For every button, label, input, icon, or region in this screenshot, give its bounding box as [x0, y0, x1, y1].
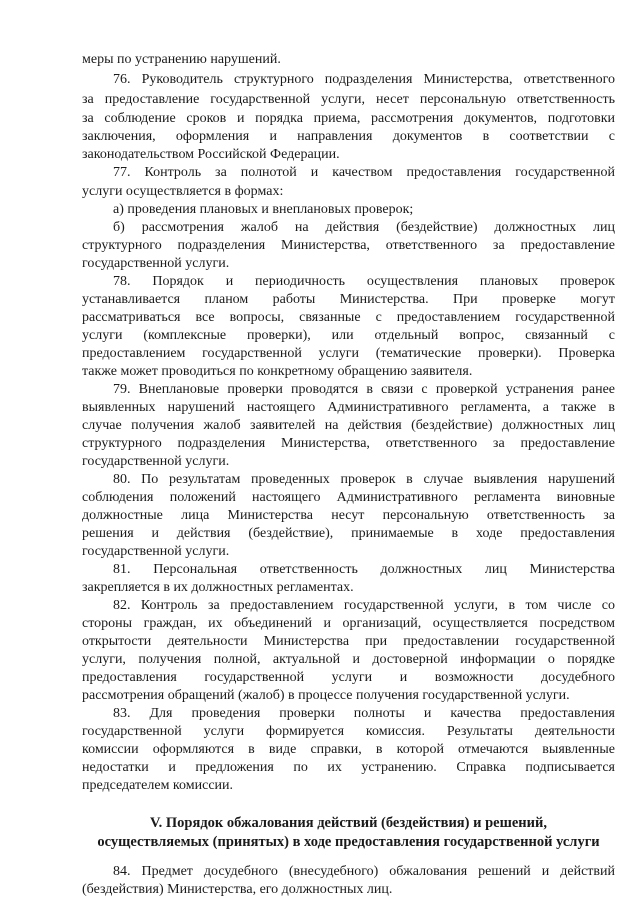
text-line: структурного подразделения Министерства, ответственного за предоставление: [82, 436, 615, 451]
text-line: открытости деятельности Министерства при предоставлении государственной: [82, 634, 615, 649]
text-line: государственной услуги.: [82, 256, 230, 271]
text-line: устанавливается планом работы Министерства. При проверке могут: [82, 292, 615, 307]
text-line: а) проведения плановых и внеплановых проверок;: [113, 202, 414, 217]
text-line: выявленных нарушений настоящего Административного регламента, а также в: [82, 400, 615, 415]
text-line: б) рассмотрения жалоб на действия (бездействие) должностных лиц: [113, 220, 615, 235]
text-line: случае получения жалоб заявителей на действия (бездействие) должностных лиц: [82, 418, 615, 433]
text-line: 81. Персональная ответственность должностных лиц Министерства: [113, 562, 615, 577]
text-line: меры по устранению нарушений.: [82, 52, 281, 67]
text-line: государственной услуги.: [82, 544, 230, 559]
text-line: 84. Предмет досудебного (внесудебного) обжалования решений и действий: [113, 864, 615, 879]
text-line: государственной услуги формируется комиссия. Результаты деятельности: [82, 724, 615, 739]
text-line: стороны граждан, их объединений и организаций, осуществляется посредством: [82, 616, 615, 631]
text-line: (бездействия) Министерства, его должностных лиц.: [82, 882, 393, 897]
text-line: услуги, получения полной, актуальной и достоверной информации о порядке: [82, 652, 615, 667]
text-line: 76. Руководитель структурного подразделения Министерства, ответственного: [113, 72, 615, 87]
text-line: 82. Контроль за предоставлением государственной услуги, в том числе со: [113, 598, 615, 613]
text-line: закрепляется в их должностных регламентах.: [82, 580, 354, 595]
section-heading-line: осуществляемых (принятых) в ходе предоставления государственной услуги: [97, 834, 600, 850]
text-line: предоставления государственной услуги и возможности досудебного: [82, 670, 615, 685]
text-line: председателем комиссии.: [82, 778, 234, 793]
text-line: недостатки и предложения по их устранению. Справка подписывается: [82, 760, 615, 775]
text-line: за предоставление государственной услуги, несет персональную ответственность: [82, 92, 615, 107]
text-line: 79. Внеплановые проверки проводятся в связи с проверкой устранения ранее: [113, 382, 615, 397]
text-line: структурного подразделения Министерства, ответственного за предоставление: [82, 238, 615, 253]
text-line: соблюдения положений настоящего Административного регламента виновные: [82, 490, 615, 505]
text-line: предоставлением государственной услуги (тематические проверки). Проверка: [82, 346, 615, 361]
text-line: рассматриваться все вопросы, связанные с предоставлением государственной: [82, 310, 615, 325]
text-line: 78. Порядок и периодичность осуществления плановых проверок: [113, 274, 615, 289]
text-line: комиссии оформляются в виде справки, в которой отмечаются выявленные: [82, 742, 615, 757]
text-line: законодательством Российской Федерации.: [82, 147, 340, 162]
text-line: заключения, оформления и направления документов в соответствии с: [82, 129, 615, 144]
text-line: решения и действия (бездействие), принимаемые в ходе предоставления: [82, 526, 615, 541]
text-line: услуги (комплексные проверки), или отдельный вопрос, связанный с: [82, 328, 615, 343]
text-line: 83. Для проведения проверки полноты и качества предоставления: [113, 706, 615, 721]
text-line: также может проводиться по конкретному обращению заявителя.: [82, 364, 473, 379]
text-line: услуги осуществляется в формах:: [82, 184, 284, 199]
text-line: должностные лица Министерства несут персональную ответственность за: [82, 508, 615, 523]
text-line: за соблюдение сроков и порядка приема, рассмотрения документов, подготовки: [82, 111, 615, 126]
text-line: 80. По результатам проведенных проверок в случае выявления нарушений: [113, 472, 615, 487]
section-heading-line: V. Порядок обжалования действий (бездействия) и решений,: [150, 815, 547, 831]
text-line: государственной услуги.: [82, 454, 230, 469]
text-line: 77. Контроль за полнотой и качеством предоставления государственной: [113, 165, 615, 180]
text-line: рассмотрения обращений (жалоб) в процессе получения государственной услуги.: [82, 688, 570, 703]
